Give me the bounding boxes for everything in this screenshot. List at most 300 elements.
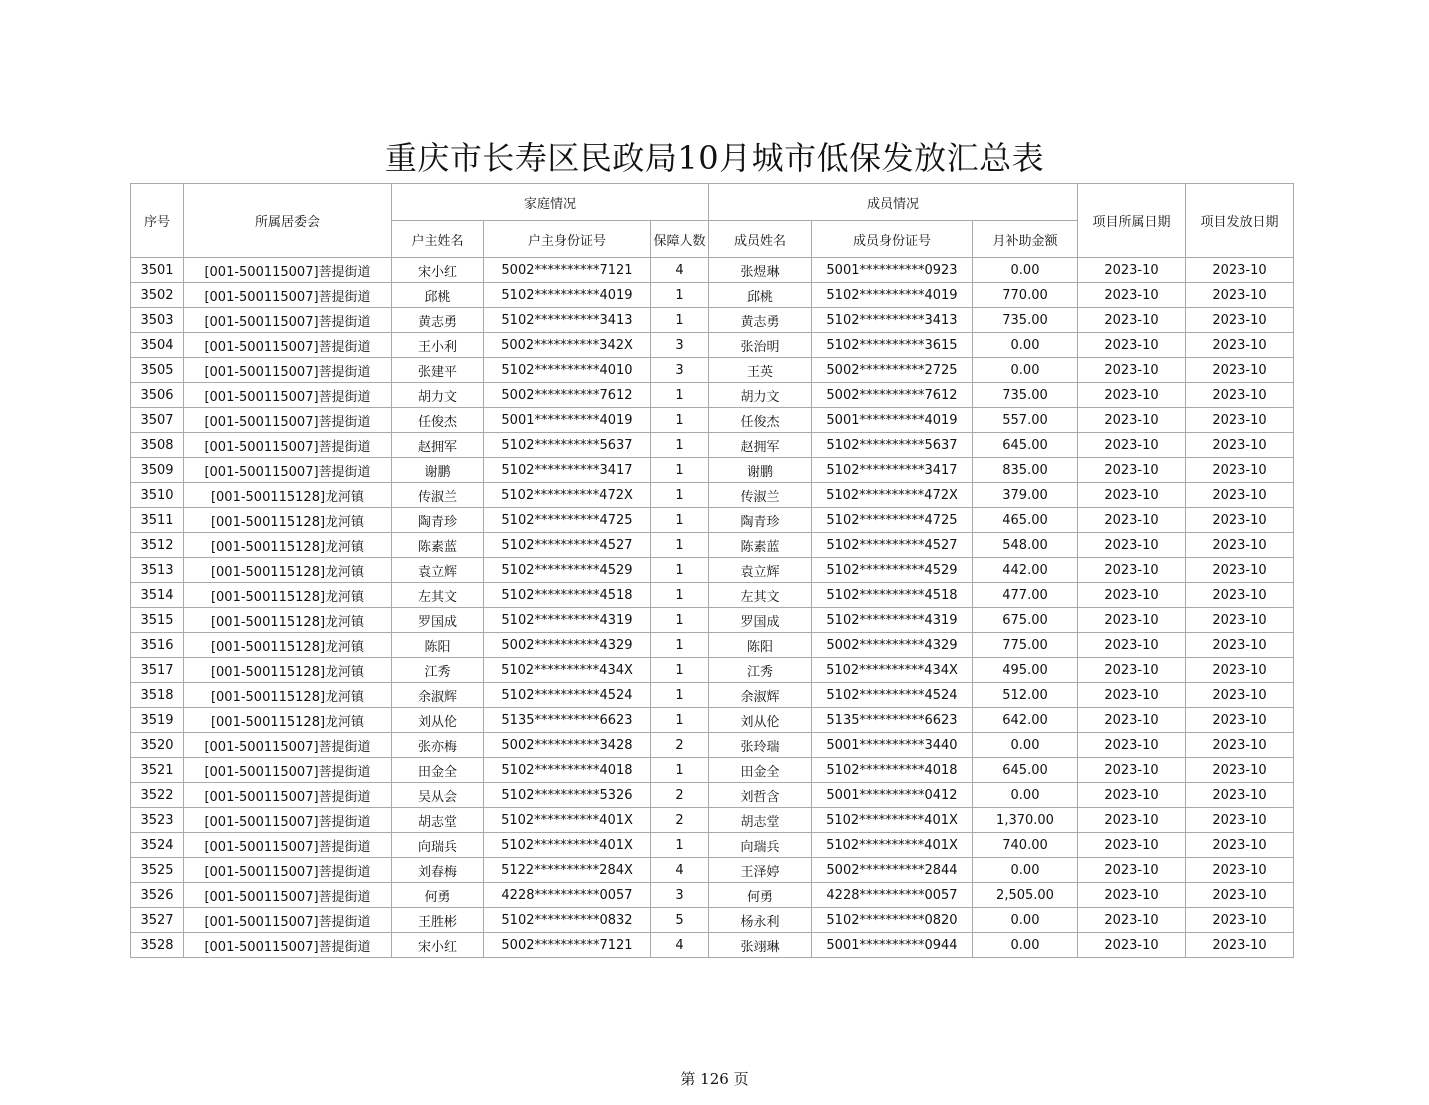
- member-id-cell: 5102**********472X: [812, 483, 973, 508]
- member-id-cell: 5102**********0820: [812, 908, 973, 933]
- head-id-cell: 5102**********3417: [484, 458, 651, 483]
- member-name-cell: 袁立辉: [709, 558, 812, 583]
- member-id-cell: 5102**********4518: [812, 583, 973, 608]
- head-id-cell: 5102**********4019: [484, 283, 651, 308]
- project-date-cell: 2023-10: [1078, 808, 1186, 833]
- community-cell: [001-500115128]龙河镇: [184, 633, 392, 658]
- table-row: [131, 633, 1294, 658]
- head-id-cell: 5002**********7612: [484, 383, 651, 408]
- head-name-cell: 王胜彬: [392, 908, 484, 933]
- member-id-cell: 5102**********3417: [812, 458, 973, 483]
- insured-count-cell: 1: [651, 833, 709, 858]
- insured-count-cell: 1: [651, 433, 709, 458]
- table-row: [131, 333, 1294, 358]
- seq-cell: 3526: [131, 883, 184, 908]
- head-name-cell: 张建平: [392, 358, 484, 383]
- table-header: [131, 184, 1294, 258]
- table-row: [131, 283, 1294, 308]
- member-name-cell: 左其文: [709, 583, 812, 608]
- table-row: [131, 608, 1294, 633]
- member-name-cell: 张玲瑞: [709, 733, 812, 758]
- head-name-cell: 邱桃: [392, 283, 484, 308]
- head-id-cell: 5102**********4524: [484, 683, 651, 708]
- community-cell: [001-500115007]菩提街道: [184, 333, 392, 358]
- seq-cell: 3522: [131, 783, 184, 808]
- member-id-cell: 5102**********401X: [812, 808, 973, 833]
- member-id-cell: 5135**********6623: [812, 708, 973, 733]
- member-id-cell: 5001**********3440: [812, 733, 973, 758]
- member-id-cell: 5002**********7612: [812, 383, 973, 408]
- monthly-amount-cell: 675.00: [973, 608, 1078, 633]
- header-issue-date: 项目发放日期: [1186, 184, 1294, 258]
- table-row: [131, 783, 1294, 808]
- insured-count-cell: 1: [651, 308, 709, 333]
- monthly-amount-cell: 835.00: [973, 458, 1078, 483]
- issue-date-cell: 2023-10: [1186, 483, 1294, 508]
- member-name-cell: 胡志堂: [709, 808, 812, 833]
- member-name-cell: 陶青珍: [709, 508, 812, 533]
- community-cell: [001-500115128]龙河镇: [184, 658, 392, 683]
- member-id-cell: 5102**********4527: [812, 533, 973, 558]
- member-id-cell: 5102**********4524: [812, 683, 973, 708]
- table-row: [131, 408, 1294, 433]
- monthly-amount-cell: 0.00: [973, 783, 1078, 808]
- insured-count-cell: 1: [651, 633, 709, 658]
- table-row: [131, 308, 1294, 333]
- project-date-cell: 2023-10: [1078, 833, 1186, 858]
- table-row: [131, 558, 1294, 583]
- monthly-amount-cell: 465.00: [973, 508, 1078, 533]
- head-name-cell: 传淑兰: [392, 483, 484, 508]
- monthly-amount-cell: 770.00: [973, 283, 1078, 308]
- monthly-amount-cell: 735.00: [973, 308, 1078, 333]
- member-id-cell: 5001**********4019: [812, 408, 973, 433]
- project-date-cell: 2023-10: [1078, 933, 1186, 958]
- issue-date-cell: 2023-10: [1186, 383, 1294, 408]
- insured-count-cell: 1: [651, 383, 709, 408]
- insured-count-cell: 3: [651, 333, 709, 358]
- project-date-cell: 2023-10: [1078, 608, 1186, 633]
- project-date-cell: 2023-10: [1078, 508, 1186, 533]
- member-id-cell: 5001**********0412: [812, 783, 973, 808]
- insured-count-cell: 1: [651, 283, 709, 308]
- project-date-cell: 2023-10: [1078, 383, 1186, 408]
- insured-count-cell: 5: [651, 908, 709, 933]
- project-date-cell: 2023-10: [1078, 783, 1186, 808]
- insured-count-cell: 1: [651, 458, 709, 483]
- seq-cell: 3520: [131, 733, 184, 758]
- member-name-cell: 江秀: [709, 658, 812, 683]
- monthly-amount-cell: 1,370.00: [973, 808, 1078, 833]
- issue-date-cell: 2023-10: [1186, 458, 1294, 483]
- project-date-cell: 2023-10: [1078, 333, 1186, 358]
- project-date-cell: 2023-10: [1078, 683, 1186, 708]
- table-body: [131, 258, 1294, 958]
- head-id-cell: 5102**********4518: [484, 583, 651, 608]
- seq-cell: 3525: [131, 858, 184, 883]
- head-id-cell: 5002**********7121: [484, 258, 651, 283]
- head-name-cell: 王小利: [392, 333, 484, 358]
- monthly-amount-cell: 645.00: [973, 758, 1078, 783]
- header-monthly-amount: 月补助金额: [973, 221, 1078, 258]
- community-cell: [001-500115007]菩提街道: [184, 808, 392, 833]
- project-date-cell: 2023-10: [1078, 733, 1186, 758]
- member-id-cell: 5102**********434X: [812, 658, 973, 683]
- member-id-cell: 5102**********401X: [812, 833, 973, 858]
- community-cell: [001-500115128]龙河镇: [184, 583, 392, 608]
- monthly-amount-cell: 477.00: [973, 583, 1078, 608]
- head-name-cell: 陈阳: [392, 633, 484, 658]
- table-row: [131, 583, 1294, 608]
- issue-date-cell: 2023-10: [1186, 908, 1294, 933]
- member-name-cell: 陈素蓝: [709, 533, 812, 558]
- insured-count-cell: 2: [651, 733, 709, 758]
- insured-count-cell: 3: [651, 358, 709, 383]
- community-cell: [001-500115007]菩提街道: [184, 358, 392, 383]
- seq-cell: 3508: [131, 433, 184, 458]
- seq-cell: 3511: [131, 508, 184, 533]
- community-cell: [001-500115128]龙河镇: [184, 708, 392, 733]
- head-id-cell: 5002**********7121: [484, 933, 651, 958]
- head-name-cell: 任俊杰: [392, 408, 484, 433]
- member-name-cell: 王英: [709, 358, 812, 383]
- member-name-cell: 赵拥军: [709, 433, 812, 458]
- community-cell: [001-500115007]菩提街道: [184, 758, 392, 783]
- monthly-amount-cell: 557.00: [973, 408, 1078, 433]
- head-id-cell: 5102**********4018: [484, 758, 651, 783]
- seq-cell: 3506: [131, 383, 184, 408]
- head-name-cell: 何勇: [392, 883, 484, 908]
- member-id-cell: 5102**********4725: [812, 508, 973, 533]
- issue-date-cell: 2023-10: [1186, 333, 1294, 358]
- community-cell: [001-500115007]菩提街道: [184, 258, 392, 283]
- member-id-cell: 5001**********0923: [812, 258, 973, 283]
- project-date-cell: 2023-10: [1078, 533, 1186, 558]
- header-project-date: 项目所属日期: [1078, 184, 1186, 258]
- head-id-cell: 5102**********5637: [484, 433, 651, 458]
- head-name-cell: 左其文: [392, 583, 484, 608]
- seq-cell: 3513: [131, 558, 184, 583]
- head-name-cell: 袁立辉: [392, 558, 484, 583]
- insured-count-cell: 1: [651, 608, 709, 633]
- issue-date-cell: 2023-10: [1186, 358, 1294, 383]
- insured-count-cell: 3: [651, 883, 709, 908]
- header-seq: 序号: [131, 184, 184, 258]
- monthly-amount-cell: 645.00: [973, 433, 1078, 458]
- header-insured-count: 保障人数: [651, 221, 709, 258]
- table-row: [131, 733, 1294, 758]
- insured-count-cell: 1: [651, 708, 709, 733]
- project-date-cell: 2023-10: [1078, 633, 1186, 658]
- issue-date-cell: 2023-10: [1186, 808, 1294, 833]
- header-head-name: 户主姓名: [392, 221, 484, 258]
- head-id-cell: 5102**********3413: [484, 308, 651, 333]
- head-id-cell: 5102**********4529: [484, 558, 651, 583]
- table-row: [131, 758, 1294, 783]
- member-name-cell: 刘从伦: [709, 708, 812, 733]
- community-cell: [001-500115128]龙河镇: [184, 508, 392, 533]
- head-name-cell: 陶青珍: [392, 508, 484, 533]
- insured-count-cell: 4: [651, 933, 709, 958]
- monthly-amount-cell: 740.00: [973, 833, 1078, 858]
- monthly-amount-cell: 775.00: [973, 633, 1078, 658]
- table-row: [131, 808, 1294, 833]
- head-name-cell: 江秀: [392, 658, 484, 683]
- insured-count-cell: 4: [651, 858, 709, 883]
- issue-date-cell: 2023-10: [1186, 833, 1294, 858]
- head-name-cell: 向瑞兵: [392, 833, 484, 858]
- seq-cell: 3528: [131, 933, 184, 958]
- issue-date-cell: 2023-10: [1186, 558, 1294, 583]
- seq-cell: 3523: [131, 808, 184, 833]
- community-cell: [001-500115128]龙河镇: [184, 608, 392, 633]
- monthly-amount-cell: 0.00: [973, 908, 1078, 933]
- head-id-cell: 5002**********3428: [484, 733, 651, 758]
- head-id-cell: 5102**********434X: [484, 658, 651, 683]
- page-title: 重庆市长寿区民政局10月城市低保发放汇总表: [384, 139, 1045, 177]
- member-id-cell: 4228**********0057: [812, 883, 973, 908]
- community-cell: [001-500115128]龙河镇: [184, 558, 392, 583]
- monthly-amount-cell: 548.00: [973, 533, 1078, 558]
- table-row: [131, 508, 1294, 533]
- header-family-group: 家庭情况: [392, 184, 709, 221]
- member-name-cell: 何勇: [709, 883, 812, 908]
- community-cell: [001-500115007]菩提街道: [184, 783, 392, 808]
- community-cell: [001-500115007]菩提街道: [184, 408, 392, 433]
- table-row: [131, 908, 1294, 933]
- head-id-cell: 5102**********4725: [484, 508, 651, 533]
- community-cell: [001-500115007]菩提街道: [184, 458, 392, 483]
- issue-date-cell: 2023-10: [1186, 933, 1294, 958]
- table-row: [131, 258, 1294, 283]
- seq-cell: 3518: [131, 683, 184, 708]
- insured-count-cell: 1: [651, 583, 709, 608]
- insured-count-cell: 1: [651, 658, 709, 683]
- community-cell: [001-500115007]菩提街道: [184, 733, 392, 758]
- project-date-cell: 2023-10: [1078, 583, 1186, 608]
- head-name-cell: 赵拥军: [392, 433, 484, 458]
- project-date-cell: 2023-10: [1078, 658, 1186, 683]
- head-name-cell: 余淑辉: [392, 683, 484, 708]
- issue-date-cell: 2023-10: [1186, 408, 1294, 433]
- table-row: [131, 883, 1294, 908]
- head-name-cell: 宋小红: [392, 258, 484, 283]
- head-id-cell: 5102**********401X: [484, 833, 651, 858]
- header-community: 所属居委会: [184, 184, 392, 258]
- community-cell: [001-500115007]菩提街道: [184, 308, 392, 333]
- header-head-id: 户主身份证号: [484, 221, 651, 258]
- head-name-cell: 吴从会: [392, 783, 484, 808]
- project-date-cell: 2023-10: [1078, 483, 1186, 508]
- table-row: [131, 658, 1294, 683]
- head-name-cell: 谢鹏: [392, 458, 484, 483]
- member-id-cell: 5102**********4018: [812, 758, 973, 783]
- community-cell: [001-500115128]龙河镇: [184, 683, 392, 708]
- header-member-id: 成员身份证号: [812, 221, 973, 258]
- member-id-cell: 5002**********4329: [812, 633, 973, 658]
- community-cell: [001-500115007]菩提街道: [184, 833, 392, 858]
- insured-count-cell: 1: [651, 408, 709, 433]
- head-id-cell: 4228**********0057: [484, 883, 651, 908]
- head-id-cell: 5102**********401X: [484, 808, 651, 833]
- seq-cell: 3515: [131, 608, 184, 633]
- project-date-cell: 2023-10: [1078, 308, 1186, 333]
- member-name-cell: 刘哲含: [709, 783, 812, 808]
- seq-cell: 3527: [131, 908, 184, 933]
- project-date-cell: 2023-10: [1078, 433, 1186, 458]
- project-date-cell: 2023-10: [1078, 908, 1186, 933]
- table-row: [131, 433, 1294, 458]
- insured-count-cell: 2: [651, 783, 709, 808]
- project-date-cell: 2023-10: [1078, 708, 1186, 733]
- project-date-cell: 2023-10: [1078, 283, 1186, 308]
- table-row: [131, 708, 1294, 733]
- seq-cell: 3524: [131, 833, 184, 858]
- insured-count-cell: 4: [651, 258, 709, 283]
- issue-date-cell: 2023-10: [1186, 708, 1294, 733]
- head-name-cell: 罗国成: [392, 608, 484, 633]
- member-id-cell: 5002**********2844: [812, 858, 973, 883]
- head-name-cell: 刘从伦: [392, 708, 484, 733]
- project-date-cell: 2023-10: [1078, 358, 1186, 383]
- member-name-cell: 杨永利: [709, 908, 812, 933]
- member-name-cell: 罗国成: [709, 608, 812, 633]
- seq-cell: 3519: [131, 708, 184, 733]
- issue-date-cell: 2023-10: [1186, 733, 1294, 758]
- insured-count-cell: 1: [651, 683, 709, 708]
- project-date-cell: 2023-10: [1078, 458, 1186, 483]
- issue-date-cell: 2023-10: [1186, 658, 1294, 683]
- table-row: [131, 533, 1294, 558]
- project-date-cell: 2023-10: [1078, 883, 1186, 908]
- subsidy-table: [130, 183, 1294, 958]
- table-row: [131, 833, 1294, 858]
- seq-cell: 3512: [131, 533, 184, 558]
- head-name-cell: 胡力文: [392, 383, 484, 408]
- seq-cell: 3521: [131, 758, 184, 783]
- header-member-group: 成员情况: [709, 184, 1078, 221]
- community-cell: [001-500115007]菩提街道: [184, 908, 392, 933]
- issue-date-cell: 2023-10: [1186, 783, 1294, 808]
- community-cell: [001-500115128]龙河镇: [184, 483, 392, 508]
- head-id-cell: 5102**********5326: [484, 783, 651, 808]
- seq-cell: 3514: [131, 583, 184, 608]
- monthly-amount-cell: 0.00: [973, 358, 1078, 383]
- monthly-amount-cell: 642.00: [973, 708, 1078, 733]
- table-row: [131, 933, 1294, 958]
- community-cell: [001-500115007]菩提街道: [184, 858, 392, 883]
- table-row: [131, 858, 1294, 883]
- head-name-cell: 田金全: [392, 758, 484, 783]
- head-name-cell: 黄志勇: [392, 308, 484, 333]
- member-name-cell: 邱桃: [709, 283, 812, 308]
- member-name-cell: 谢鹏: [709, 458, 812, 483]
- monthly-amount-cell: 0.00: [973, 333, 1078, 358]
- community-cell: [001-500115007]菩提街道: [184, 883, 392, 908]
- issue-date-cell: 2023-10: [1186, 258, 1294, 283]
- member-id-cell: 5102**********4319: [812, 608, 973, 633]
- insured-count-cell: 1: [651, 483, 709, 508]
- member-id-cell: 5102**********4019: [812, 283, 973, 308]
- issue-date-cell: 2023-10: [1186, 758, 1294, 783]
- community-cell: [001-500115007]菩提街道: [184, 283, 392, 308]
- issue-date-cell: 2023-10: [1186, 508, 1294, 533]
- head-id-cell: 5102**********0832: [484, 908, 651, 933]
- issue-date-cell: 2023-10: [1186, 533, 1294, 558]
- head-id-cell: 5001**********4019: [484, 408, 651, 433]
- member-id-cell: 5102**********3615: [812, 333, 973, 358]
- head-name-cell: 刘春梅: [392, 858, 484, 883]
- member-name-cell: 张煜琳: [709, 258, 812, 283]
- member-name-cell: 向瑞兵: [709, 833, 812, 858]
- project-date-cell: 2023-10: [1078, 758, 1186, 783]
- project-date-cell: 2023-10: [1078, 558, 1186, 583]
- monthly-amount-cell: 512.00: [973, 683, 1078, 708]
- member-name-cell: 任俊杰: [709, 408, 812, 433]
- insured-count-cell: 2: [651, 808, 709, 833]
- head-name-cell: 陈素蓝: [392, 533, 484, 558]
- table-row: [131, 458, 1294, 483]
- seq-cell: 3517: [131, 658, 184, 683]
- head-id-cell: 5102**********4010: [484, 358, 651, 383]
- project-date-cell: 2023-10: [1078, 858, 1186, 883]
- member-id-cell: 5102**********4529: [812, 558, 973, 583]
- issue-date-cell: 2023-10: [1186, 583, 1294, 608]
- issue-date-cell: 2023-10: [1186, 883, 1294, 908]
- community-cell: [001-500115007]菩提街道: [184, 433, 392, 458]
- seq-cell: 3501: [131, 258, 184, 283]
- member-name-cell: 陈阳: [709, 633, 812, 658]
- head-id-cell: 5135**********6623: [484, 708, 651, 733]
- head-id-cell: 5102**********4319: [484, 608, 651, 633]
- member-name-cell: 田金全: [709, 758, 812, 783]
- issue-date-cell: 2023-10: [1186, 283, 1294, 308]
- header-member-name: 成员姓名: [709, 221, 812, 258]
- seq-cell: 3503: [131, 308, 184, 333]
- monthly-amount-cell: 0.00: [973, 858, 1078, 883]
- insured-count-cell: 1: [651, 758, 709, 783]
- page-number: 第 126 页: [680, 1070, 749, 1088]
- community-cell: [001-500115128]龙河镇: [184, 533, 392, 558]
- monthly-amount-cell: 0.00: [973, 733, 1078, 758]
- seq-cell: 3507: [131, 408, 184, 433]
- insured-count-cell: 1: [651, 508, 709, 533]
- seq-cell: 3504: [131, 333, 184, 358]
- issue-date-cell: 2023-10: [1186, 308, 1294, 333]
- member-name-cell: 张翊琳: [709, 933, 812, 958]
- member-id-cell: 5002**********2725: [812, 358, 973, 383]
- monthly-amount-cell: 379.00: [973, 483, 1078, 508]
- head-id-cell: 5002**********4329: [484, 633, 651, 658]
- insured-count-cell: 1: [651, 533, 709, 558]
- member-name-cell: 胡力文: [709, 383, 812, 408]
- seq-cell: 3516: [131, 633, 184, 658]
- head-name-cell: 胡志堂: [392, 808, 484, 833]
- seq-cell: 3502: [131, 283, 184, 308]
- table-row: [131, 383, 1294, 408]
- head-name-cell: 张亦梅: [392, 733, 484, 758]
- member-name-cell: 余淑辉: [709, 683, 812, 708]
- member-id-cell: 5102**********3413: [812, 308, 973, 333]
- project-date-cell: 2023-10: [1078, 408, 1186, 433]
- project-date-cell: 2023-10: [1078, 258, 1186, 283]
- community-cell: [001-500115007]菩提街道: [184, 383, 392, 408]
- table-row: [131, 358, 1294, 383]
- monthly-amount-cell: 735.00: [973, 383, 1078, 408]
- head-id-cell: 5122**********284X: [484, 858, 651, 883]
- table-row: [131, 483, 1294, 508]
- issue-date-cell: 2023-10: [1186, 608, 1294, 633]
